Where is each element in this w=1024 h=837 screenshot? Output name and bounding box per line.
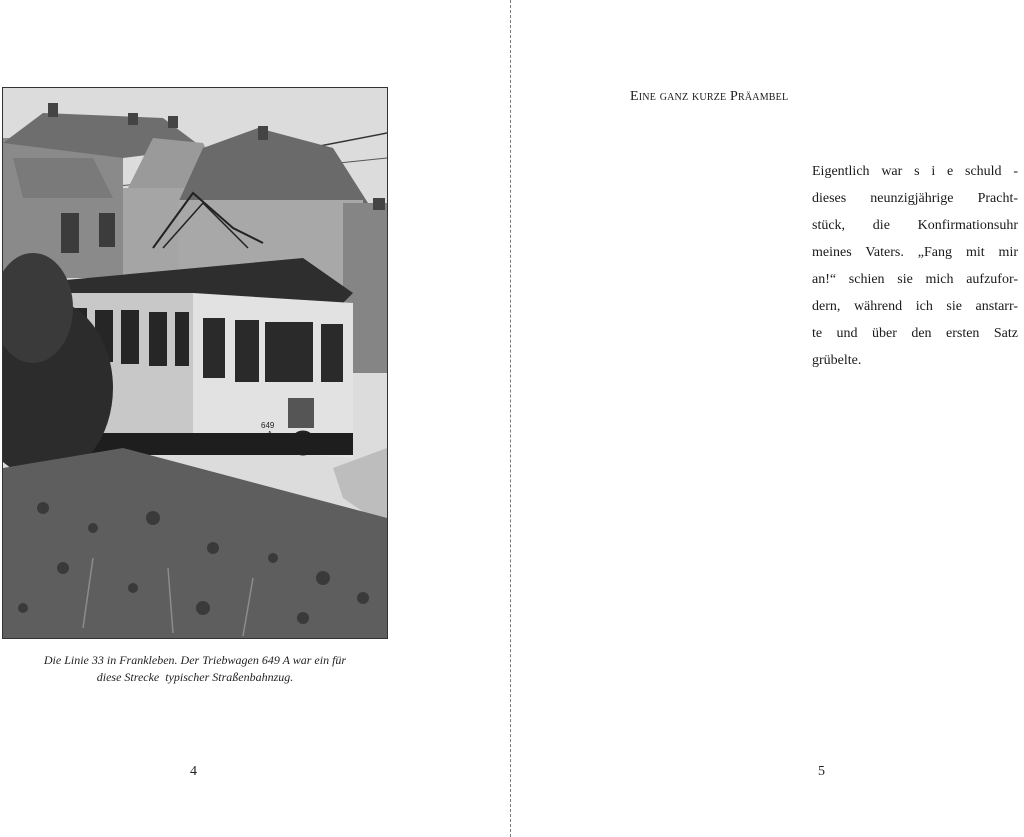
caption-line-2: diese Strecke typischer Straßenbahnzug.	[96, 670, 294, 684]
paragraph-line: grübelte.	[812, 353, 862, 368]
fleet-number-plate: 649	[261, 421, 275, 430]
paragraph-line: dern, während ich sie anstarr-	[812, 299, 1018, 314]
paragraph-line: te und über den ersten Satz	[812, 326, 1018, 341]
paragraph-line: an!“ schien sie mich aufzufor-	[812, 272, 1018, 287]
paragraph-line: Eigentlich war s i e schuld -	[812, 164, 1018, 179]
photo-caption	[2, 652, 388, 686]
preamble-paragraph	[812, 158, 1018, 374]
chapter-heading: Eine ganz kurze Präambel	[630, 89, 789, 104]
page-gutter-divider	[510, 0, 511, 837]
paragraph-line: meines Vaters. „Fang mit mir	[812, 245, 1018, 260]
caption-line-1: Die Linie 33 in Frankleben. Der Triebwagen 649 A war ein für	[43, 653, 347, 667]
paragraph-line: stück, die Konfirmationsuhr	[812, 218, 1018, 233]
page-number-right: 5	[818, 764, 825, 779]
tram-photograph	[2, 87, 388, 639]
page-number-left: 4	[190, 764, 197, 779]
paragraph-line: dieses neunzigjährige Pracht-	[812, 191, 1018, 206]
